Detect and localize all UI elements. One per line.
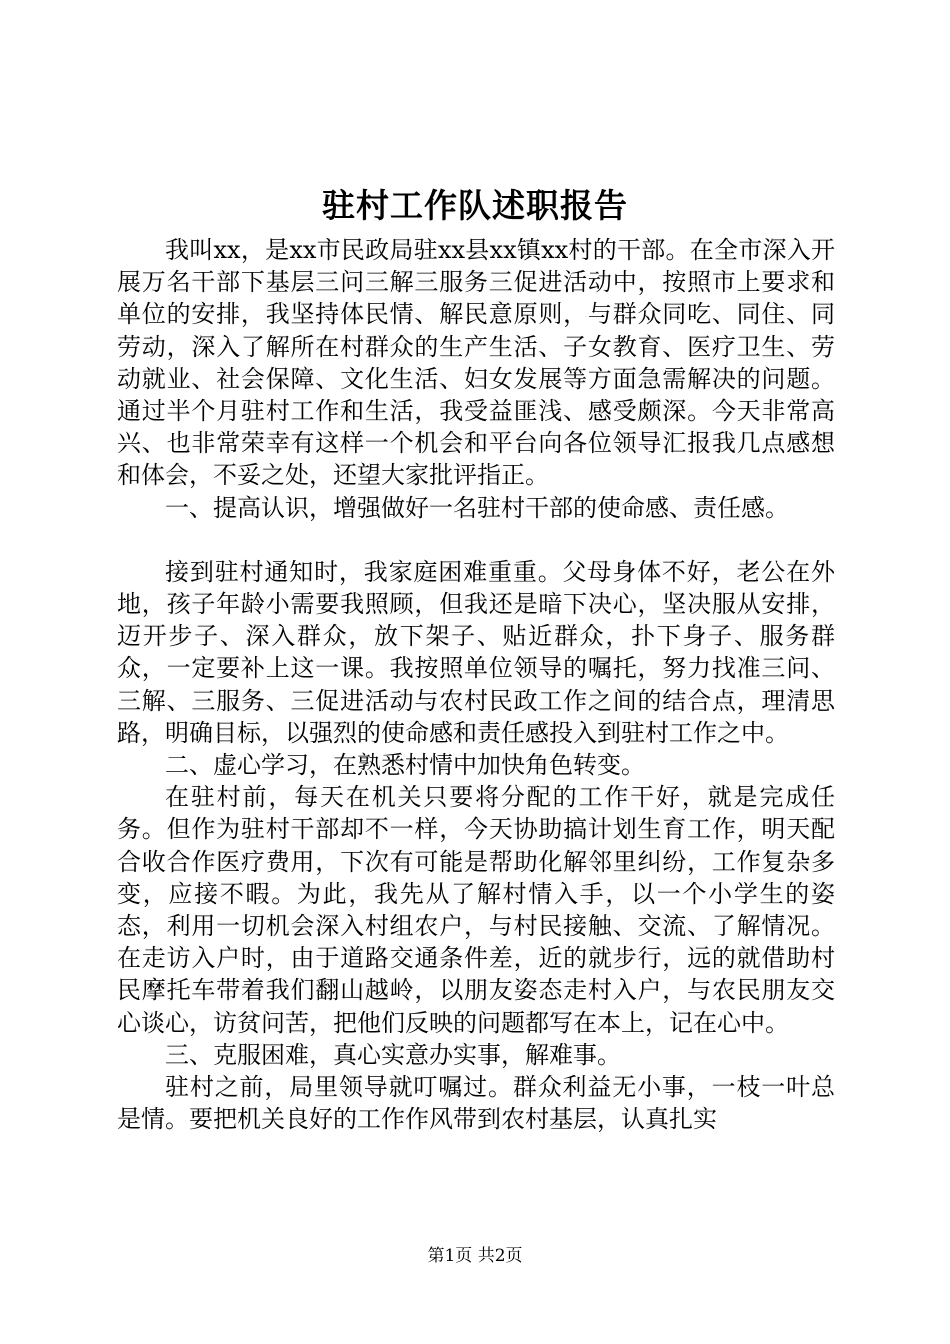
section-heading-1: 一、提高认识，增强做好一名驻村干部的使命感、责任感。: [165, 493, 789, 522]
paragraph-intro: 我叫xx，是xx市民政局驻xx县xx镇xx村的干部。在全市深入开展万名干部下基层三问三解三服务三促进活动中，按照市上要求和单位的安排，我坚持体民情、解民意原则，与群众同吃、同住、同劳动，深入了解所在村群众的生产生活、子女教育、医疗卫生、劳动就业、社会保障、文化生活、妇女发展等方面急需解决的问题。通过半个月驻村工作和生活，我受益匪浅、感受颇深。今天非常高兴、也非常荣幸有这样一个机会和平台向各位领导汇报我几点感想和体会，不妥之处，还望大家批评指正。: [117, 236, 835, 490]
page-number-footer: 第1页 共2页: [427, 1246, 523, 1266]
blank-line: [117, 524, 835, 556]
document-body: [117, 234, 835, 1135]
section-heading-3: 三、克服困难，真心实意办实事，解难事。: [165, 1040, 621, 1069]
document-title: 驻村工作队述职报告: [322, 186, 628, 225]
paragraph-section-1: 接到驻村通知时，我家庭困难重重。父母身体不好，老公在外地，孩子年龄小需要我照顾，但我还是暗下决心，坚决服从安排，迈开步子、深入群众，放下架子、贴近群众，扑下身子、服务群众，一定要补上这一课。我按照单位领导的嘱托，努力找准三问、三解、三服务、三促进活动与农村民政工作之间的结合点，理清思路，明确目标，以强烈的使命感和责任感投入到驻村工作之中。: [117, 557, 835, 747]
paragraph-section-3: 驻村之前，局里领导就叮嘱过。群众利益无小事，一枝一叶总是情。要把机关良好的工作作风带到农村基层，认真扎实: [117, 1073, 835, 1134]
paragraph-section-2: 在驻村前，每天在机关只要将分配的工作干好，就是完成任务。但作为驻村干部却不一样，今天协助搞计划生育工作，明天配合收合作医疗费用，下次有可能是帮助化解邻里纠纷，工作复杂多变，应接不暇。为此，我先从了解村情入手，以一个小学生的姿态，利用一切机会深入村组农户，与村民接触、交流、了解情况。在走访入户时，由于道路交通条件差，近的就步行，远的就借助村民摩托车带着我们翻山越岭，以朋友姿态走村入户，与农民朋友交心谈心，访贫问苦，把他们反映的问题都写在本上，记在心中。: [117, 783, 835, 1037]
section-heading-2: 二、虚心学习，在熟悉村情中加快角色转变。: [165, 751, 645, 780]
